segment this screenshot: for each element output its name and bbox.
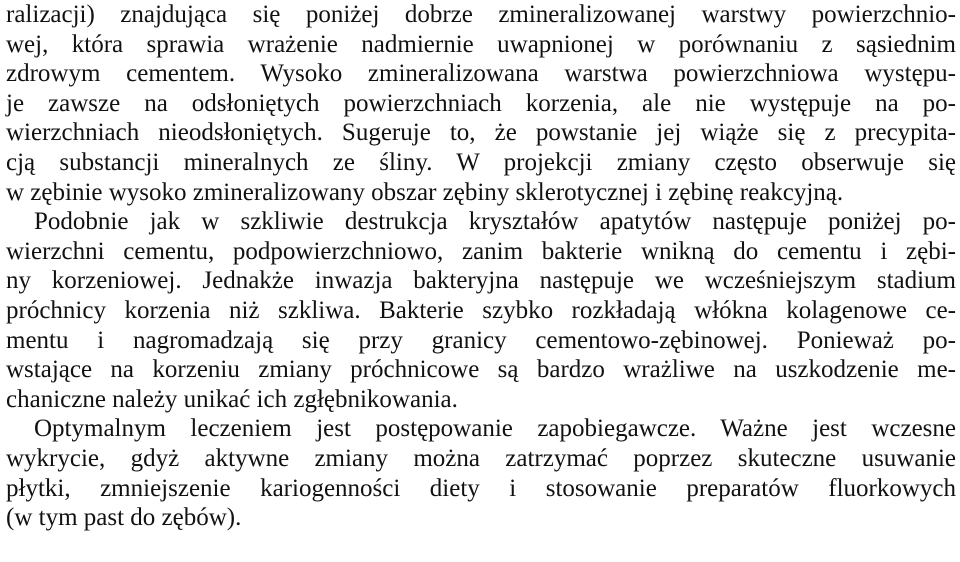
text-line: wej, która sprawia wrażenie nadmiernie uwapnionej w porównaniu z sąsiednim — [6, 30, 956, 58]
text-line: chaniczne należy unikać ich zgłębnikowania. — [6, 385, 458, 413]
text-line: mentu i nagromadzają się przy granicy cementowo-zębinowej. Ponieważ po- — [6, 326, 956, 354]
paragraph-destruction — [6, 207, 956, 414]
paragraph-treatment — [6, 414, 956, 532]
text-line: zdrowym cementem. Wysoko zmineralizowana warstwa powierzchniowa występu- — [6, 60, 956, 88]
document-page — [6, 0, 956, 533]
text-line: w zębinie wysoko zmineralizowany obszar zębiny sklerotycznej i zębinę reakcyjną. — [6, 178, 844, 206]
paragraph-mineralization — [6, 0, 956, 207]
text-line: wierzchni cementu, podpowierzchniowo, zanim bakterie wnikną do cementu i zębi- — [6, 237, 956, 265]
text-line: ralizacji) znajdująca się poniżej dobrze zmineralizowanej warstwy powierzchnio- — [6, 1, 956, 28]
text-line: cją substancji mineralnych ze śliny. W projekcji zmiany często obserwuje się — [6, 148, 956, 176]
text-line: wierzchniach nieodsłoniętych. Sugeruje to, że powstanie jej wiąże się z precypita- — [6, 119, 956, 147]
text-line: je zawsze na odsłoniętych powierzchniach korzenia, ale nie występuje na po- — [6, 89, 956, 117]
text-line: Optymalnym leczeniem jest postępowanie zapobiegawcze. Ważne jest wczesne — [34, 415, 956, 443]
text-line: wykrycie, gdyż aktywne zmiany można zatrzymać poprzez skuteczne usuwanie — [6, 444, 956, 472]
text-line: Podobnie jak w szkliwie destrukcja kryształów apatytów następuje poniżej po- — [34, 208, 956, 236]
text-line: ny korzeniowej. Jednakże inwazja bakteryjna następuje we wcześniejszym stadium — [6, 267, 956, 295]
text-line: płytki, zmniejszenie kariogenności diety i stosowanie preparatów fluorkowych — [6, 474, 956, 502]
text-line: wstające na korzeniu zmiany próchnicowe są bardzo wrażliwe na uszkodzenie me- — [6, 356, 956, 384]
text-line: próchnicy korzenia niż szkliwa. Bakterie szybko rozkładają włókna kolagenowe ce- — [6, 296, 956, 324]
text-line: (w tym past do zębów). — [6, 504, 242, 532]
